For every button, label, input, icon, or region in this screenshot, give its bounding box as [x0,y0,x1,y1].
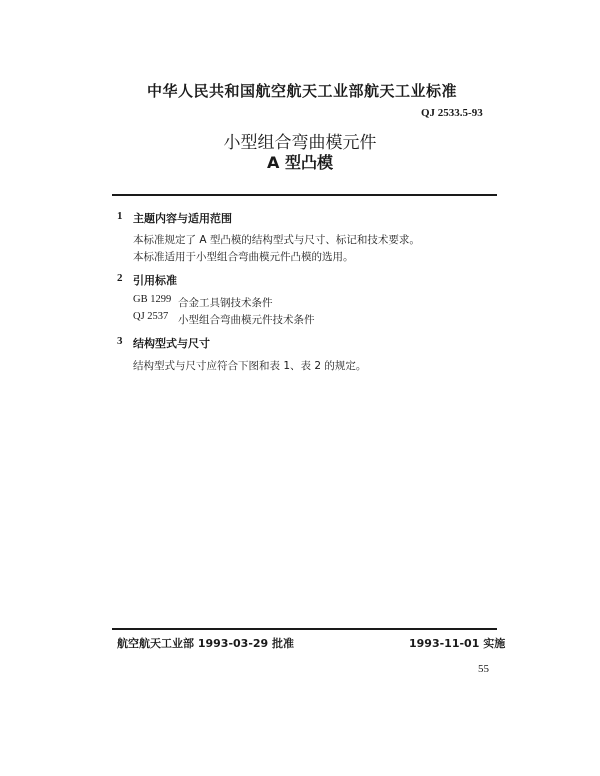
section-1-paragraph: 本标准规定了 A 型凸模的结构型式与尺寸、标记和技术要求。 [133,234,420,246]
section-2-number: 2 [117,272,123,284]
section-3-number: 3 [117,335,123,347]
reference-code: GB 1299 [133,294,172,305]
section-1-paragraph: 本标准适用于小型组合弯曲模元件凸模的选用。 [133,251,354,263]
section-1-title: 主题内容与适用范围 [133,212,232,225]
implementation-date: 1993-11-01 实施 [409,637,506,650]
section-2-title: 引用标准 [133,274,177,287]
page-number: 55 [478,663,489,675]
document-title: 小型组合弯曲模元件 [223,133,377,153]
header-divider [112,194,497,196]
issuing-authority: 中华人民共和国航空航天工业部航天工业标准 [147,82,458,100]
section-3-title: 结构型式与尺寸 [133,337,210,350]
reference-name: 合金工具钢技术条件 [178,297,273,309]
section-1-number: 1 [117,210,123,222]
standard-code: QJ 2533.5-93 [421,107,483,119]
reference-code: QJ 2537 [133,311,169,322]
document-subtitle: A 型凸模 [267,153,333,172]
footer-divider [112,628,497,630]
section-3-paragraph: 结构型式与尺寸应符合下图和表 1、表 2 的规定。 [133,360,367,372]
approval-line: 航空航天工业部 1993-03-29 批准 [117,637,295,650]
reference-name: 小型组合弯曲模元件技术条件 [178,314,315,326]
